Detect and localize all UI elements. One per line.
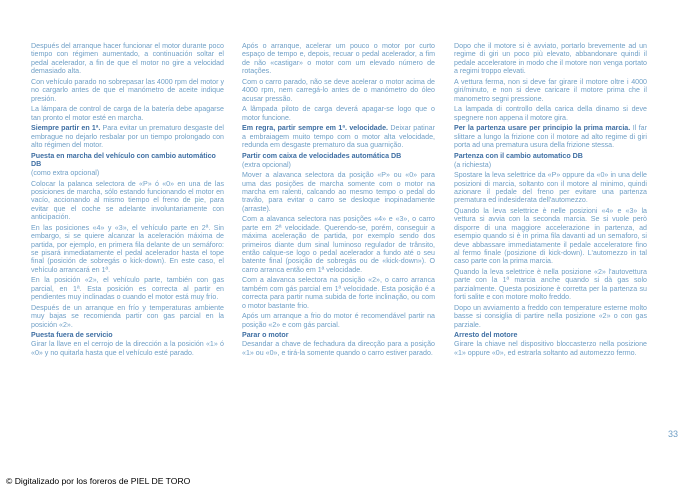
paragraph: La lámpara de control de carga de la batería debe apagarse tan pronto el motor esté en marcha. [31, 105, 224, 122]
paragraph: Spostare la leva selettrice da «P» oppure da «0» in una delle posizioni di marcia, soltanto con il motore al minimo, quindi azionare il pedale del freno per evitare una partenza prematura ed indesiderata dell'automezzo. [454, 171, 647, 205]
section-heading: Puesta en marcha del vehículo con cambio automático DB [31, 151, 216, 169]
paragraph: Quando la leva selettrice è nella posizione «2» l'autovettura parte con la 1ª marcia anche quando si dà gas solo parzialmente. Questa posizione è corretta per la partenza su forti salite e con motore molto freddo. [454, 267, 647, 302]
paragraph: Después del arranque hacer funcionar el motor durante poco tiempo con régimen aumentado, a continuación soltar el pedal acelerador, a fin de que el motor no gire a velocidad demasiado alta. [31, 42, 224, 76]
section-heading: Parar o motor [242, 331, 289, 340]
lead-title: Siempre partir en 1ª. [31, 124, 101, 133]
section-note: (extra opcional) [242, 160, 291, 169]
column-italian [454, 42, 647, 359]
paragraph: Quando la leva selettrice è nelle posizioni «4» e «3» la vettura si avvia con la seconda marcia. Se si vuole però disporre di una maggiore accelerazione in partenza, ad esempio quando si è in prima fila davanti ad un semaforo, si deve abbassare immediatamente il pedale acceleratore fino al fermo finale (posizione di kick-down). L'automezzo in tal caso parte con la prima marcia. [454, 206, 647, 266]
page-number: 33 [667, 429, 678, 439]
paragraph: Desandar a chave de fechadura da direcção para a posição «1» ou «0», e tirá-la somente quando o carro estiver parado. [242, 340, 435, 357]
paragraph: Con vehículo parado no sobrepasar las 4000 rpm del motor y no cargarlo antes de que el manómetro de aceite indique presión. [31, 77, 224, 103]
paragraph: En la posición «2», el vehículo parte, también con gas parcial, en 1ª. Esta posición es correcta al partir en pendientes muy inclinadas o cuando el motor está muy frío. [31, 276, 224, 302]
section-heading: Puesta fuera de servicio [31, 331, 113, 340]
paragraph: Após o arranque, acelerar um pouco o motor por curto espaço de tempo e, depois, recuar o pedal acelerador, a fim de não «castigar» o motor com um elevado número de rotações. [242, 42, 435, 76]
lead-title: Per la partenza usare per principio la prima marcia. [454, 124, 631, 133]
paragraph: Colocar la palanca selectora de «P» ó «0» en una de las posiciones de marcha, sólo estando funcionando el motor en vacío, accionando al mismo tiempo el freno de pie, para evitar que el coche se adelante involuntariamente con anticipación. [31, 179, 224, 222]
section-heading: Partenza con il cambio automatico DB [454, 151, 583, 160]
paragraph: A vettura ferma, non si deve far girare il motore oltre i 4000 giri/minuto, e non si deve caricare il motore prima che il manometro segni pressione. [454, 77, 647, 103]
lead-paragraph [454, 124, 647, 149]
section-note: (como extra opcional) [31, 168, 100, 177]
lead-paragraph [242, 124, 435, 149]
section-heading: Arresto del motore [454, 331, 518, 340]
paragraph: Com a alavanca selectora na posição «2», o carro arranca também com gás parcial em 1ª velocidade. Esta posição é a correcta para partir numa subida de forte inclinação, ou com o motor bastante frio. [242, 276, 435, 310]
section-heading: Partir com caixa de velocidades automática DB [242, 151, 402, 160]
paragraph: Girar la llave en el cerrojo de la dirección a la posición «1» ó «0» y no quitarla hasta que el vehículo esté parado. [31, 340, 224, 357]
paragraph: En las posiciones «4» y «3», el vehículo parte en 2ª. Sin embargo, si se quiere alcanzar la aceleración máxima de partida, por ejemplo, en primera fila delante de un semáforo: se pisará inmediatamente el pedal acelerador hasta el tope final (posición de sobregás o kick-down). En este caso, el vehículo arrancará en 1ª. [31, 223, 224, 274]
paragraph: Mover a alavanca selectora da posição «P» ou «0» para uma das posições de marcha somente com o motor na marcha em ralenti, calcando ao mesmo tempo o pedal do travão, para evitar o carro se desloque inopinadamente (arraste). [242, 171, 435, 213]
paragraph: Dopo che il motore si è avviato, portarlo brevemente ad un regime di giri un poco più elevato, abbandonare quindi il pedale acceleratore in modo che il motore non venga portato a regimi troppo elevati. [454, 42, 647, 76]
lead-title: Em regra, partir sempre em 1ª. velocidade. [242, 124, 388, 133]
paragraph: Dopo un avviamento a freddo con temperature esterne molto basse si consiglia di partire nella posizione «2» o con gas parziale. [454, 303, 647, 329]
paragraph: Com o carro parado, não se deve acelerar o motor acima de 4000 rpm, nem carregá-lo antes de o manómetro do óleo acusar pressão. [242, 77, 435, 103]
paragraph: A lâmpada piloto de carga deverá apagar-se logo que o motor funcione. [242, 105, 435, 122]
paragraph: La lampada di controllo della carica della dinamo si deve spegnere non appena il motore gira. [454, 105, 647, 122]
section-note: (a richiesta) [454, 160, 492, 169]
footer-credit: © Digitalizado por los foreros de PIEL DE TORO [6, 476, 191, 486]
lead-text: Il far slittare a lungo la frizione con il motore ad alto regime di giri porta ad una prematura usura della frizione stessa. [454, 124, 647, 150]
column-portuguese [242, 42, 435, 359]
lead-paragraph [31, 124, 224, 149]
column-spanish [31, 42, 224, 359]
paragraph: Después de un arranque en frío y temperaturas ambiente muy bajas se recomienda partir con gas parcial en la posición «2». [31, 303, 224, 329]
paragraph: Girare la chiave nel dispositivo bloccasterzo nella posizione «1» oppure «0», ed estrarla soltanto ad automezzo fermo. [454, 340, 647, 357]
paragraph: Após um arranque a frio do motor é recomendável partir na posição «2» e com gás parcial. [242, 312, 435, 329]
lead-text: Deixar patinar a embraiagem muito tempo com o motor alta velocidade, redunda em desgaste prematuro da sua guarnição. [242, 124, 435, 150]
paragraph: Com a alavanca selectora nas posições «4» e «3», o carro parte em 2ª velocidade. Querendo-se, porém, conseguir a máxima aceleração de partida, por exemplo sendo dos primeiros diante dum sinal luminoso regulador de trânsito, então calque-se logo o pedal acelerador a fundo até o seu batente final (posição de sobregás ou de «kick-down»). O carro arranca então em 1ª velocidade. [242, 215, 435, 274]
lead-text: Para evitar un prematuro desgaste del embrague no dejarlo resbalar por un tiempo prolongado con alto régimen del motor. [31, 124, 224, 150]
